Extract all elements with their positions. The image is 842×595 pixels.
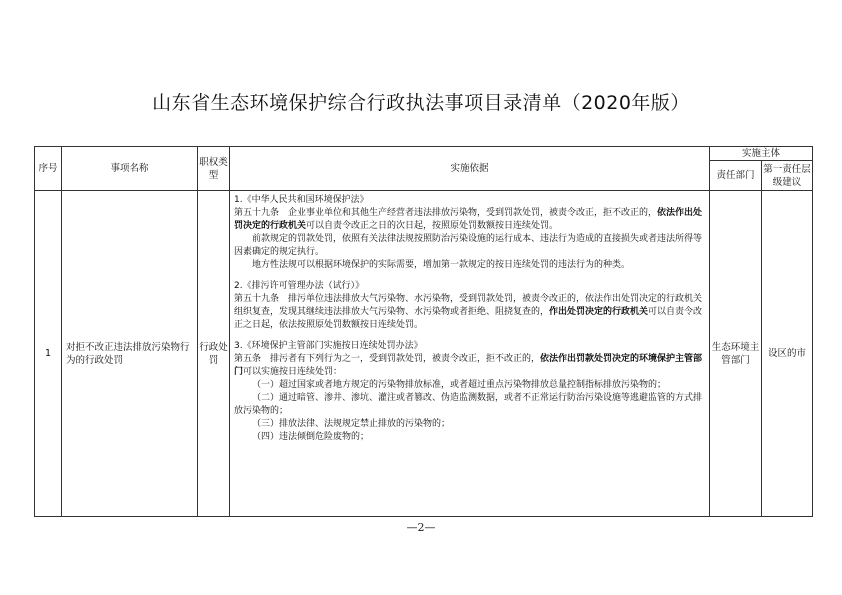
basis-article-3: 第五条 排污者有下列行为之一，受到罚款处罚，被责令改正，拒不改正的，依法作出罚款处罚决定的环境保护主管部门可以实施按日连续处罚： — [234, 354, 703, 377]
header-subject: 实施主体 — [710, 147, 813, 161]
basis-law-1: 1.《中华人民共和国环境保护法》 — [234, 195, 369, 205]
header-dept: 责任部门 — [710, 161, 762, 191]
basis-paragraph-2: 前款规定的罚款处罚，依照有关法律法规按照防治污染设施的运行成本、违法行为造成的直接损失或者违法所得等因素确定的规定执行。 — [234, 234, 703, 257]
row-dept: 生态环境主管部门 — [710, 191, 762, 517]
basis-article-1: 第五十九条 企业事业单位和其他生产经营者违法排放污染物，受到罚款处罚，被责令改正，拒不改正的，依法作出处罚决定的行政机关可以自责令改正之日的次日起，按照原处罚数额按日连续处罚。 — [234, 208, 703, 231]
row-seq: 1 — [35, 191, 62, 517]
header-basis: 实施依据 — [230, 147, 710, 191]
items-table — [34, 146, 813, 517]
row-type: 行政处罚 — [198, 191, 230, 517]
page-number: —2— — [406, 521, 436, 534]
header-seq: 序号 — [35, 147, 62, 191]
header-type: 职权类型 — [198, 147, 230, 191]
basis-item-4: （四）违法倾倒危险废物的； — [252, 432, 370, 442]
basis-item-2: （二）通过暗管、渗井、渗坑、灌注或者篡改、伪造监测数据，或者不正常运行防治污染设施等逃避监管的方式排放污染物的； — [234, 393, 703, 416]
header-name: 事项名称 — [62, 147, 198, 191]
basis-article-2: 第五十九条 排污单位违法排放大气污染物、水污染物，受到罚款处罚，被责令改正的，依法作出处罚决定的行政机关组织复查，发现其继续违法排放大气污染物、水污染物或者拒绝、阻挠复查的，作出处罚决定的行政机关可以自责令改正之日起，依法按照原处罚数额按日连续处罚。 — [234, 294, 703, 330]
basis-law-3: 3.《环境保护主管部门实施按日连续处罚办法》 — [234, 341, 423, 351]
page-title: 山东省生态环境保护综合行政执法事项目录清单（2020年版） — [152, 92, 690, 114]
row-basis — [230, 191, 710, 517]
basis-item-3: （三）排放法律、法规规定禁止排放的污染物的； — [252, 419, 451, 429]
row-level: 设区的市 — [762, 191, 813, 517]
basis-law-2: 2.《排污许可管理办法（试行）》 — [234, 281, 365, 291]
header-level: 第一责任层级建议 — [762, 161, 813, 191]
row-name: 对拒不改正违法排放污染物行为的行政处罚 — [62, 191, 198, 517]
basis-paragraph-3: 地方性法规可以根据环境保护的实际需要，增加第一款规定的按日连续处罚的违法行为的种类。 — [252, 260, 631, 270]
basis-item-1: （一）超过国家或者地方规定的污染物排放标准，或者超过重点污染物排放总量控制指标排放污染物的； — [252, 380, 667, 390]
